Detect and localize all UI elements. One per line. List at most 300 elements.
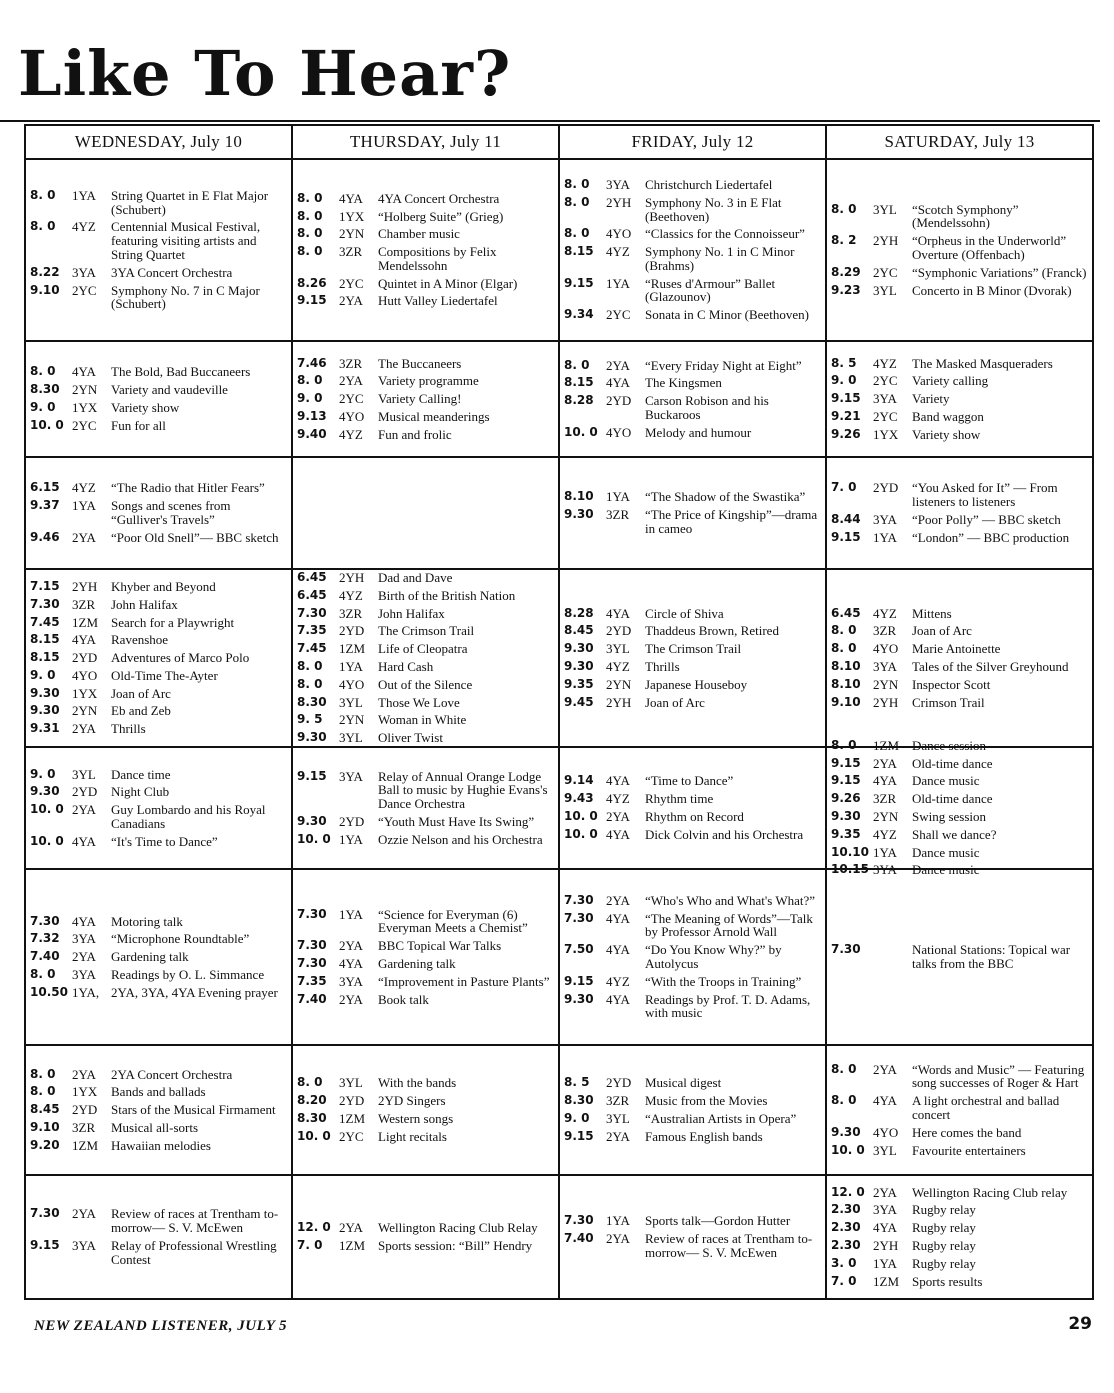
program-time: 10.10: [831, 844, 869, 859]
program-time: 9.31: [30, 721, 60, 736]
program-time: 9.46: [30, 529, 60, 544]
station-call-sign: 3ZR: [606, 507, 630, 523]
station-call-sign: 2YH: [339, 570, 365, 586]
schedule-cell: [293, 342, 558, 458]
program-title: Thrills: [645, 659, 680, 674]
program-title: Rugby relay: [912, 1220, 976, 1236]
program-title: “Australian Artists in Opera”: [645, 1111, 797, 1126]
program-time: 8.26: [297, 275, 327, 290]
program-time: 7.40: [564, 1231, 594, 1246]
program-time: 8.45: [30, 1102, 60, 1117]
program-title: String Quartet in E Flat Major (Schubert): [111, 187, 269, 217]
station-call-sign: 1YX: [72, 1084, 98, 1100]
program-entry: [297, 294, 554, 308]
program-time: 9.15: [831, 755, 861, 770]
station-call-sign: 2YA: [339, 938, 363, 954]
program-entry: [564, 490, 821, 504]
program-entry: [831, 531, 1088, 545]
program-title: Band waggon: [912, 408, 984, 424]
program-entry: [564, 828, 821, 842]
program-time: 7.30: [297, 605, 327, 620]
program-time: 9.15: [564, 973, 594, 988]
program-title: Old-time dance: [912, 791, 993, 807]
station-call-sign: 2YA: [606, 1128, 630, 1144]
program-entry: [297, 357, 554, 371]
schedule-cell: [560, 1046, 825, 1176]
program-time: 8.30: [564, 1093, 594, 1108]
program-time: 8.44: [831, 512, 861, 526]
program-entry: [564, 1112, 821, 1126]
station-call-sign: 2YA: [606, 892, 630, 908]
program-entry: [297, 1221, 554, 1235]
program-entry: [297, 277, 554, 291]
program-entry: [297, 392, 554, 406]
station-call-sign: 2YA: [72, 529, 96, 545]
program-entry: [30, 1103, 287, 1117]
program-title: “Science for Everyman (6) Everyman Meets a Chemist”: [378, 906, 528, 936]
program-title: A light orchestral and ballad concert: [912, 1093, 1060, 1122]
program-entry: [30, 284, 287, 312]
program-entry: [564, 912, 821, 940]
program-entry: [297, 245, 554, 273]
program-entry: [564, 624, 821, 638]
station-call-sign: 2YC: [873, 373, 898, 389]
program-time: 8. 0: [297, 244, 323, 259]
station-call-sign: 1ZM: [72, 1137, 98, 1153]
program-time: 2.30: [831, 1202, 861, 1217]
program-time: 6.45: [297, 570, 327, 585]
program-entry: [564, 196, 821, 224]
station-call-sign: 2YA: [72, 1206, 96, 1222]
program-time: 8.20: [297, 1093, 327, 1108]
program-time: 9.30: [831, 809, 861, 823]
station-call-sign: 1YA: [873, 844, 897, 860]
program-time: 9. 0: [297, 391, 323, 406]
schedule-cell: [560, 570, 825, 748]
program-entry: [297, 993, 554, 1007]
program-title: Circle of Shiva: [645, 605, 724, 621]
program-entry: [30, 598, 287, 612]
program-time: 8. 0: [30, 187, 56, 202]
program-time: 8.28: [564, 605, 594, 620]
program-entry: [30, 401, 287, 415]
program-entry: [831, 266, 1088, 280]
program-title: Variety Calling!: [378, 391, 462, 407]
program-time: 8. 0: [831, 1061, 857, 1076]
program-entry: [564, 943, 821, 971]
program-time: 8. 0: [831, 641, 857, 656]
program-title: Favourite entertainers: [912, 1142, 1026, 1158]
program-title: Variety show: [912, 426, 981, 442]
program-time: 9.10: [30, 282, 60, 297]
program-title: “Classics for the Connoisseur”: [645, 226, 805, 242]
program-title: Musical all-sorts: [111, 1119, 199, 1135]
station-call-sign: 4YZ: [339, 426, 363, 442]
station-call-sign: 3YA: [72, 1238, 96, 1253]
program-title: “Improvement in Pasture Plants”: [378, 973, 550, 989]
station-call-sign: 4YO: [339, 408, 365, 424]
program-entry: [564, 792, 821, 806]
program-time: 8.28: [564, 393, 594, 408]
schedule-cell: [560, 342, 825, 458]
station-call-sign: 2YD: [72, 1102, 98, 1118]
program-time: 10.50: [30, 984, 68, 999]
program-time: 9.30: [564, 641, 594, 656]
program-entry: [831, 739, 1088, 753]
schedule-cell: [26, 458, 291, 570]
program-title: Thrills: [111, 721, 146, 737]
program-entry: [831, 624, 1088, 638]
program-time: 7.30: [564, 892, 594, 907]
program-title: Mittens: [912, 605, 952, 621]
program-title: Out of the Silence: [378, 676, 473, 692]
station-call-sign: 2YC: [339, 1128, 364, 1144]
program-title: Rugby relay: [912, 1238, 976, 1253]
station-call-sign: 4YO: [873, 1124, 899, 1140]
program-title: Sonata in C Minor (Beethoven): [645, 307, 809, 323]
program-entry: [831, 234, 1088, 262]
program-title: Dick Colvin and his Orchestra: [645, 826, 804, 842]
station-call-sign: 2YC: [873, 408, 898, 424]
program-title: “Time to Dance”: [645, 773, 734, 789]
program-title: Western songs: [378, 1111, 454, 1126]
station-call-sign: 1YA: [873, 529, 897, 545]
program-time: 10. 0: [564, 424, 598, 439]
station-call-sign: 2YD: [72, 784, 98, 800]
program-title: Eb and Zeb: [111, 703, 171, 719]
program-time: 10. 0: [831, 1142, 865, 1157]
station-call-sign: 3ZR: [606, 1093, 630, 1109]
program-entry: [831, 203, 1088, 231]
station-call-sign: 4YA: [606, 773, 630, 789]
station-call-sign: 1YX: [72, 400, 98, 415]
program-time: 9. 5: [297, 712, 323, 727]
program-title: Symphony No. 1 in C Minor (Brahms): [645, 244, 795, 273]
program-entry: [831, 1063, 1088, 1091]
program-title: Rhythm on Record: [645, 809, 744, 824]
program-entry: [297, 428, 554, 442]
program-time: 8. 0: [30, 1084, 56, 1099]
program-entry: [30, 580, 287, 594]
station-call-sign: 1YA: [873, 1255, 897, 1271]
program-title: The Buccaneers: [378, 355, 462, 371]
program-time: 7.32: [30, 931, 60, 946]
program-entry: [30, 950, 287, 964]
station-call-sign: 3YA: [873, 659, 897, 674]
program-title: Readings by O. L. Simmance: [111, 966, 265, 982]
schedule-cell: [827, 160, 1092, 342]
schedule-cell: [560, 1176, 825, 1298]
program-time: 8.10: [831, 676, 861, 691]
program-time: 8. 0: [30, 966, 56, 981]
station-call-sign: 3YA: [339, 973, 363, 989]
program-title: “Poor Old Snell”— BBC sketch: [111, 529, 279, 545]
program-title: Famous English bands: [645, 1128, 763, 1144]
program-title: Joan of Arc: [645, 694, 705, 710]
program-title: Wellington Racing Club Relay: [378, 1220, 538, 1236]
program-entry: [564, 810, 821, 824]
station-call-sign: 1YX: [72, 685, 98, 701]
program-entry: [30, 915, 287, 929]
station-call-sign: 3ZR: [339, 605, 363, 621]
publication-footer: NEW ZEALAND LISTENER, JULY 5: [34, 1318, 288, 1334]
program-entry: [30, 968, 287, 982]
program-title: Old-time dance: [912, 755, 993, 771]
program-title: The Kingsmen: [645, 375, 722, 391]
station-call-sign: 1ZM: [873, 737, 899, 753]
program-title: Variety show: [111, 400, 180, 415]
program-title: “London” — BBC production: [912, 529, 1070, 545]
station-call-sign: 2YC: [873, 264, 898, 280]
program-title: Quintet in A Minor (Elgar): [378, 275, 518, 291]
program-time: 8.29: [831, 264, 861, 279]
program-time: 8. 0: [564, 194, 590, 209]
station-call-sign: 4YA: [606, 991, 630, 1007]
program-time: 7. 0: [297, 1238, 323, 1252]
program-entry: [30, 531, 287, 545]
schedule-cell: [560, 160, 825, 342]
program-entry: [30, 419, 287, 433]
station-call-sign: 3YA: [873, 1202, 897, 1218]
program-title: Woman in White: [378, 712, 467, 728]
station-call-sign: 2YC: [72, 417, 97, 433]
program-title: Carson Robison and his Buckaroos: [645, 393, 769, 422]
program-entry: [297, 678, 554, 692]
station-call-sign: 2YA: [606, 1231, 630, 1247]
station-call-sign: 1YA: [339, 659, 363, 674]
program-entry: [831, 1144, 1088, 1158]
program-entry: [30, 1139, 287, 1153]
program-time: 7.46: [297, 355, 327, 370]
program-title: Symphony No. 7 in C Major (Schubert): [111, 282, 260, 312]
program-time: 7.30: [30, 1206, 60, 1221]
station-call-sign: 2YH: [606, 694, 632, 710]
program-title: Hawaiian melodies: [111, 1137, 211, 1153]
program-title: “Words and Music” — Featuring song successes of Roger & Hart: [912, 1061, 1085, 1091]
station-call-sign: 2YD: [72, 650, 98, 666]
schedule-cell: [26, 748, 291, 870]
program-entry: [297, 1094, 554, 1108]
program-time: 9.45: [564, 694, 594, 709]
program-title: The Bold, Bad Buccaneers: [111, 364, 251, 380]
program-entry: [297, 410, 554, 424]
program-entry: [30, 1239, 287, 1267]
station-call-sign: 1YA: [606, 275, 630, 291]
program-title: “Every Friday Night at Eight”: [645, 357, 802, 373]
program-entry: [30, 669, 287, 683]
schedule-cell: [26, 160, 291, 342]
station-call-sign: 2YC: [339, 391, 364, 407]
program-title: Dance music: [912, 844, 980, 860]
program-time: 7.15: [30, 578, 60, 593]
program-entry: [297, 1076, 554, 1090]
program-entry: [297, 571, 554, 585]
station-call-sign: 4YA: [873, 773, 897, 789]
program-title: Songs and scenes from “Gulliver's Travels”: [111, 498, 231, 527]
program-entry: [30, 1068, 287, 1082]
program-title: Old-Time The-Ayter: [111, 667, 218, 683]
program-entry: [831, 1239, 1088, 1253]
program-time: 9. 0: [30, 667, 56, 682]
program-time: 8. 0: [30, 219, 56, 234]
program-title: Review of races at Trentham to-morrow— S. V. McEwen: [645, 1231, 813, 1260]
station-call-sign: 1ZM: [339, 1111, 365, 1126]
station-call-sign: 2YA: [339, 373, 363, 389]
program-time: 7. 0: [831, 1273, 857, 1288]
schedule-cell: [827, 570, 1092, 748]
program-title: “Symphonic Variations” (Franck): [912, 264, 1087, 280]
program-time: 8.15: [564, 244, 594, 259]
program-time: 9.15: [30, 1238, 60, 1252]
schedule-cell: [827, 870, 1092, 1046]
station-call-sign: 3YA: [72, 931, 96, 947]
program-entry: [30, 1085, 287, 1099]
program-entry: [831, 428, 1088, 442]
station-call-sign: 2YH: [606, 194, 632, 210]
program-title: Bands and ballads: [111, 1084, 206, 1100]
program-title: National Stations: Topical war talks from the BBC: [912, 942, 1071, 971]
program-entry: [297, 1112, 554, 1126]
program-time: 8. 0: [30, 364, 56, 379]
program-entry: [297, 607, 554, 621]
program-time: 8. 0: [831, 737, 857, 752]
station-call-sign: 4YZ: [339, 587, 363, 603]
station-call-sign: 4YA: [606, 942, 630, 958]
program-title: Shall we dance?: [912, 826, 997, 842]
program-title: Concerto in B Minor (Dvorak): [912, 282, 1072, 298]
day-column: [560, 126, 827, 1298]
program-title: Guy Lombardo and his Royal Canadians: [111, 802, 266, 831]
program-title: “The Meaning of Words”—Talk by Professor Arnold Wall: [645, 910, 813, 940]
program-entry: [564, 394, 821, 422]
program-entry: [30, 803, 287, 831]
station-call-sign: 4YZ: [606, 659, 630, 674]
station-call-sign: 4YO: [873, 641, 899, 657]
program-time: 9.20: [30, 1137, 60, 1152]
program-entry: [564, 1130, 821, 1144]
program-time: 6.15: [30, 480, 60, 495]
program-entry: [297, 731, 554, 745]
program-time: 9.15: [831, 391, 861, 406]
page-number: 29: [1068, 1314, 1092, 1334]
station-call-sign: 2YA: [606, 357, 630, 373]
program-entry: [30, 383, 287, 397]
program-time: 8. 5: [831, 355, 857, 370]
program-title: Search for a Playwright: [111, 614, 235, 630]
program-title: Music from the Movies: [645, 1093, 768, 1109]
program-title: Dance session: [912, 737, 987, 753]
station-call-sign: 2YA: [873, 755, 897, 771]
program-time: 9.30: [831, 1124, 861, 1139]
program-title: “Microphone Roundtable”: [111, 931, 250, 947]
program-title: Musical meanderings: [378, 408, 490, 424]
station-call-sign: 2YN: [339, 226, 365, 242]
program-title: 2YA Concert Orchestra: [111, 1066, 233, 1082]
schedule-cell: [293, 1176, 558, 1298]
station-call-sign: 4YA: [873, 1220, 897, 1236]
station-call-sign: 2YH: [72, 578, 98, 594]
program-entry: [30, 220, 287, 261]
station-call-sign: 1ZM: [72, 614, 98, 630]
program-time: 9.15: [831, 529, 861, 544]
program-title: Light recitals: [378, 1128, 447, 1144]
program-title: “Poor Polly” — BBC sketch: [912, 512, 1061, 527]
schedule-cell: [293, 748, 558, 870]
station-call-sign: 3YL: [72, 766, 96, 782]
program-entry: [297, 374, 554, 388]
station-call-sign: 4YZ: [606, 244, 630, 260]
schedule-cell: [293, 1046, 558, 1176]
station-call-sign: 2YC: [72, 282, 97, 298]
program-title: Relay of Annual Orange Lodge Ball to music by Hughie Evans's Dance Orchestra: [378, 768, 548, 812]
day-column: [26, 126, 293, 1298]
station-call-sign: 3YA: [72, 966, 96, 982]
station-call-sign: 3ZR: [339, 244, 363, 260]
schedule-cell: [827, 1176, 1092, 1298]
station-call-sign: 3YL: [339, 694, 363, 710]
program-title: Gardening talk: [111, 949, 189, 965]
program-entry: [297, 908, 554, 936]
program-time: 2.30: [831, 1220, 861, 1235]
station-call-sign: 4YA: [72, 632, 96, 648]
program-title: Crimson Trail: [912, 694, 985, 710]
schedule-cell: [293, 870, 558, 1046]
station-call-sign: 1YA,: [72, 984, 100, 1000]
program-entry: [30, 616, 287, 630]
program-time: 10. 0: [30, 833, 64, 848]
program-entry: [831, 1257, 1088, 1271]
program-entry: [831, 1221, 1088, 1235]
program-time: 7.30: [297, 906, 327, 921]
program-title: “Youth Must Have Its Swing”: [378, 813, 535, 829]
program-time: 9.26: [831, 426, 861, 441]
program-entry: [831, 678, 1088, 692]
schedule-cell: [293, 160, 558, 342]
program-time: 9.15: [564, 275, 594, 290]
program-time: 8. 0: [297, 208, 323, 223]
program-title: 3YA Concert Orchestra: [111, 264, 233, 280]
station-call-sign: 2YH: [873, 694, 899, 710]
program-entry: [831, 481, 1088, 509]
program-title: Relay of Professional Wrestling Contest: [111, 1238, 277, 1267]
station-call-sign: 4YA: [339, 190, 363, 206]
station-call-sign: 2YN: [606, 676, 632, 692]
program-entry: [297, 660, 554, 674]
program-entry: [564, 426, 821, 440]
program-entry: [831, 392, 1088, 406]
program-entry: [564, 696, 821, 710]
station-call-sign: 3YA: [873, 512, 897, 527]
program-title: Symphony No. 3 in E Flat (Beethoven): [645, 194, 782, 224]
program-title: Dance time: [111, 766, 171, 782]
schedule-cell: [26, 1176, 291, 1298]
program-time: 10. 0: [30, 802, 64, 817]
program-time: 7.35: [297, 973, 327, 988]
program-time: 9.15: [831, 773, 861, 788]
schedule-cell: [560, 748, 825, 870]
program-time: 9.35: [831, 826, 861, 841]
program-title: Review of races at Trentham to-morrow— S. V. McEwen: [111, 1206, 279, 1236]
program-time: 12. 0: [831, 1184, 865, 1199]
program-title: Melody and humour: [645, 424, 752, 440]
program-title: 2YA, 3YA, 4YA Evening prayer: [111, 984, 278, 1000]
program-time: 9.30: [564, 659, 594, 673]
station-call-sign: 3YL: [873, 201, 897, 217]
station-call-sign: 4YZ: [873, 355, 897, 371]
program-time: 8.10: [564, 489, 594, 504]
program-entry: [831, 1203, 1088, 1217]
schedule-cell: [827, 737, 1092, 878]
